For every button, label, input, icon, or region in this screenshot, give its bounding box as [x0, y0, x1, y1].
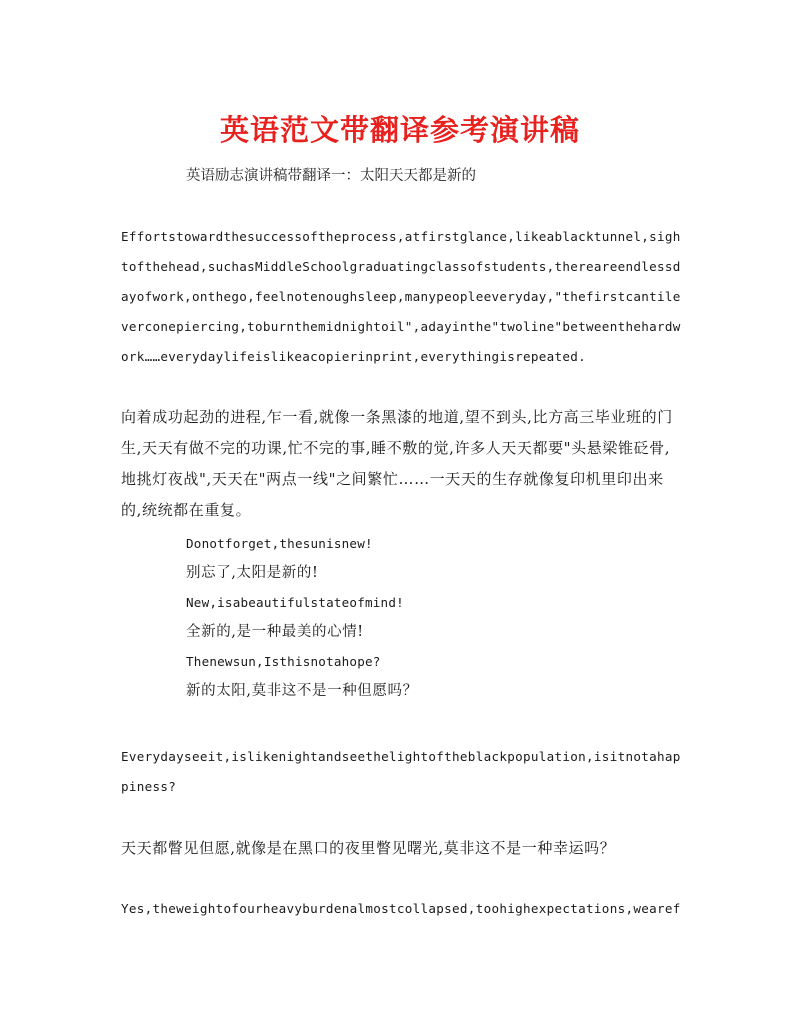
paragraph-2-chinese: 天天都瞥见但愿,就像是在黑口的夜里瞥见曙光,莫非这不是一种幸运吗？: [121, 839, 616, 857]
verse-line: 别忘了,太阳是新的!: [186, 564, 319, 581]
paragraph-1-chinese: 向着成功起劲的进程,乍一看,就像一条黑漆的地道,望不到头,比方高三毕业班的门生,天天有做不完的功课,忙不完的事,睡不敷的觉,许多人天天都要"头悬梁锥砭骨,地挑灯夜战",天天在"两点一线"之间繁忙……一天天的生存就像复印机里印出来的,统统都在重复。: [121, 408, 673, 519]
verse-line: 新的太阳,莫非这不是一种但愿吗？: [186, 682, 418, 699]
indented-verse-block: [186, 529, 666, 706]
verse-line: Donotforget,thesunisnew!: [186, 536, 373, 551]
paragraph-3-english: Yes,theweightofourheavyburdenalmostcollapsed,toohighexpectations,wearef: [121, 901, 681, 916]
verse-line: Thenewsun,Isthisnotahope?: [186, 654, 381, 669]
page-subtitle: 英语励志演讲稿带翻译一：太阳天天都是新的: [186, 168, 476, 184]
paragraph-1-english: Effortstowardthesuccessoftheprocess,atfirstglance,likeablacktunnel,sightofthehead,suchasMiddleSchoolgraduatingclassofstudents,thereareendlessdayofwork,onthego,feelnotenoughsleep,manypeopleeveryday,"thefirstcantileverconepiercing,toburnthemidnightoil",adayinthe"twoline"betweenthehardwork……everydaylifeislikeacopierinprint,everythingisrepeated.: [121, 229, 681, 364]
paragraph-2-english: Everydayseeit,islikenightandseethelightoftheblackpopulation,isitnotahappiness?: [121, 749, 681, 794]
verse-line: New,isabeautifulstateofmind!: [186, 595, 404, 610]
page-title: 英语范文带翻译参考演讲稿: [219, 113, 580, 147]
verse-line: 全新的,是一种最美的心情!: [186, 623, 364, 640]
